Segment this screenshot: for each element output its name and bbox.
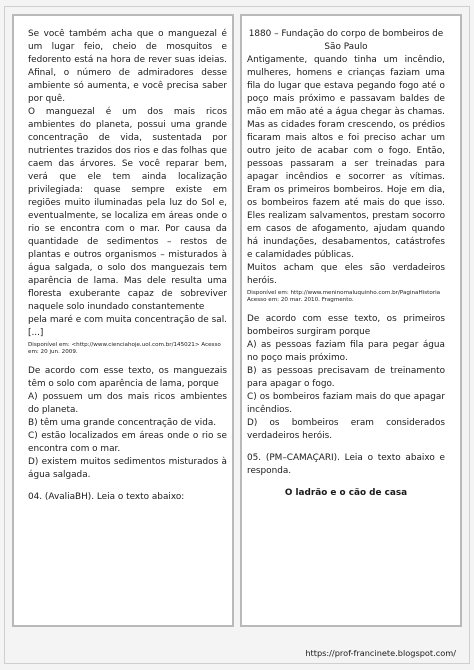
mangue-source: Disponível em: <http://www.cienciahoje.uol.com.br/145021> Acesso em: 20 jun. 2009.: [28, 342, 221, 355]
bombeiros-title: 1880 – Fundação do corpo de bombeiros de São Paulo: [248, 29, 444, 52]
question-03-option-a: A) possuem um dos mais ricos ambientes do planeta.: [28, 392, 227, 415]
question-03-option-d: D) existem muitos sedimentos misturados à água salgada.: [28, 457, 227, 480]
question-04-intro: De acordo com esse texto, os primeiros bombeiros surgiram porque: [247, 314, 445, 337]
question-04-option-c: C) os bombeiros faziam mais do que apagar incêndios.: [247, 392, 445, 415]
question-03-option-b: B) têm uma grande concentração de vida.: [28, 418, 217, 428]
blog-url: https://prof-francinete.blogspot.com/: [305, 648, 456, 658]
ladrao-title: O ladrão e o cão de casa: [284, 488, 408, 498]
bombeiros-source: Disponível em: http://www.meninomaluquinho.com.br/PaginaHistoria Acesso em: 20 mar. 2010. Fragmento.: [247, 290, 441, 303]
bombeiros-paragraph-1: Antigamente, quando tinha um incêndio, mulheres, homens e crianças faziam uma fila do lugar que estava pegando fogo até o poço mais próximo e passavam baldes de mão em mão até a água chegar às chamas. Mas as cidades foram crescendo, os prédios ficaram mais altos e foi preciso achar um outro jeito de acabar com o fogo. Então, pessoas passaram a ser treinadas para apagar incêndios e socorrer as vítimas. Eram os primeiros bombeiros. Hoje em dia, os bombeiros fazem até mais do que isso. Eles realizam salvamentos, prestam socorro em casos de afogamento, ajudam quando há inundações, desabamentos, catástrofes e calamidades públicas.: [247, 55, 445, 260]
question-04-option-a: A) as pessoas faziam fila para pegar água no poço mais próximo.: [247, 340, 445, 363]
question-05-header: 05. (PM–CAMAÇARI). Leia o texto abaixo e responda.: [247, 453, 445, 476]
right-column: [247, 28, 445, 500]
mangue-paragraph-1: Se você também acha que o manguezal é um lugar feio, cheio de mosquitos e fedorento está na hora de rever suas ideias. Afinal, o número de admiradores desse ambiente só aumenta, e você precisa saber por quê.: [28, 29, 227, 104]
question-03-option-c: C) estão localizados em áreas onde o rio se encontra com o mar.: [28, 431, 227, 454]
question-04-header: 04. (AvaliaBH). Leia o texto abaixo:: [28, 492, 185, 502]
question-04-option-b: B) as pessoas precisavam de treinamento para apagar o fogo.: [247, 366, 445, 389]
left-column: [28, 28, 227, 504]
mangue-paragraph-3: pela maré e com muita concentração de sal. [...]: [28, 315, 227, 338]
bombeiros-paragraph-2: Muitos acham que eles são verdadeiros heróis.: [247, 263, 445, 286]
question-03-intro: De acordo com esse texto, os manguezais têm o solo com aparência de lama, porque: [28, 366, 227, 389]
question-04-option-d: D) os bombeiros eram considerados verdadeiros heróis.: [247, 418, 445, 441]
mangue-paragraph-2: O manguezal é um dos mais ricos ambientes do planeta, possui uma grande concentração de vida, sustentada por nutrientes trazidos dos rios e das folhas que caem das árvores. Se você reparar bem, verá que ele tem ainda localização privilegiada: quase sempre existe em regiões muito iluminadas pela luz do Sol e, eventualmente, se localiza em áreas onde o rio se encontra com o mar. Por causa da quantidade de sedimentos – restos de plantas e outros organismos – misturados à água salgada, o solo dos manguezais tem aparência de lama. Mas dele resulta uma floresta exuberante capaz de sobreviver naquele solo inundado constantemente: [28, 107, 227, 312]
